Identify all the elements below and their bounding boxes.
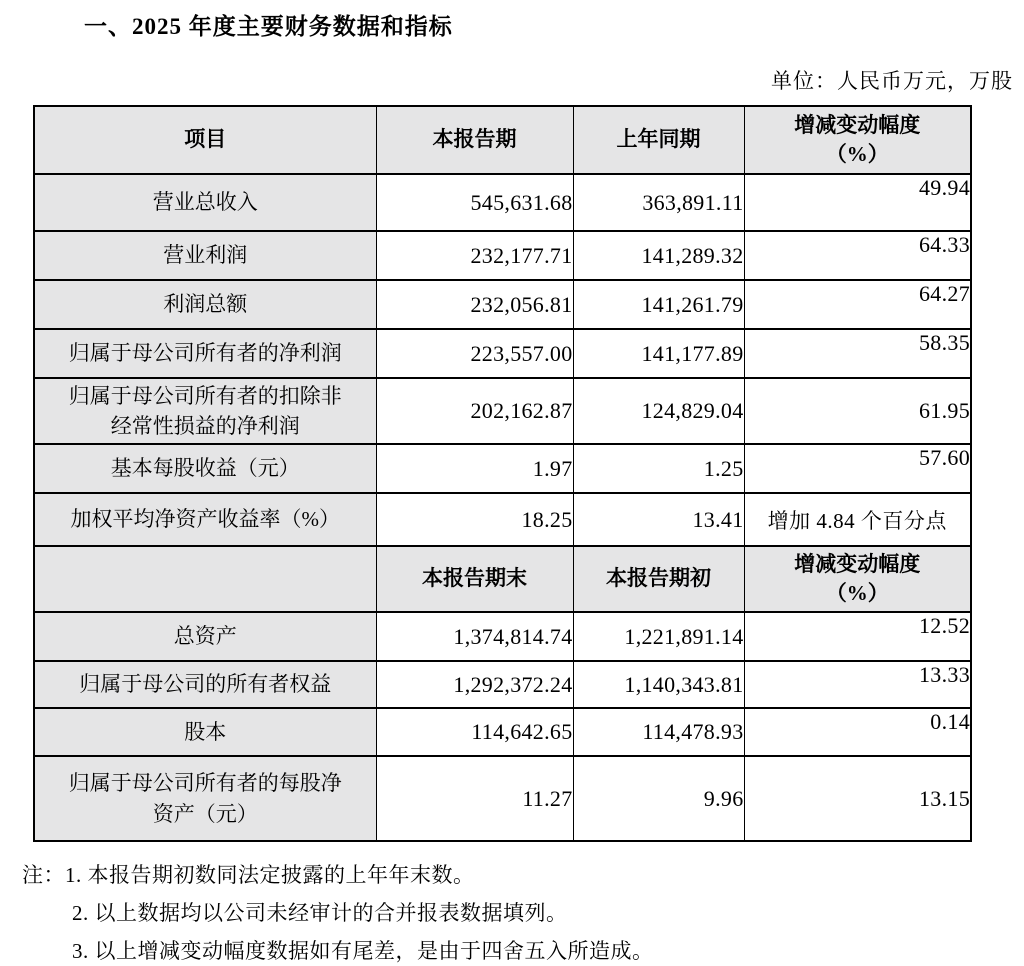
header-period-end: 本报告期末 — [376, 546, 573, 612]
table-row — [34, 444, 971, 493]
header-period-begin: 本报告期初 — [573, 546, 744, 612]
prior-period-cell: 141,177.89 — [573, 329, 744, 378]
change-cell: 增加 4.84 个百分点 — [744, 493, 971, 546]
footnote-2: 2. 以上数据均以公司未经审计的合并报表数据填列。 — [72, 901, 568, 925]
header-item: 项目 — [34, 106, 376, 174]
current-period-cell: 232,056.81 — [376, 280, 573, 329]
table-row — [34, 378, 971, 444]
table-row — [34, 708, 971, 756]
table-row — [34, 280, 971, 329]
row-label-cell: 营业总收入 — [34, 174, 376, 231]
header-change-line1: 增减变动幅度 — [794, 112, 921, 137]
table-row — [34, 756, 971, 841]
prior-period-cell: 1.25 — [573, 444, 744, 493]
change-cell: 57.60 — [744, 444, 971, 493]
table-row — [34, 612, 971, 661]
current-period-cell: 545,631.68 — [376, 174, 573, 231]
prior-period-cell: 13.41 — [573, 493, 744, 546]
prior-period-cell: 363,891.11 — [573, 174, 744, 231]
table-row — [34, 493, 971, 546]
change-cell: 13.33 — [744, 661, 971, 708]
change-cell: 61.95 — [744, 378, 971, 444]
table-row — [34, 329, 971, 378]
header-change-line1: 增减变动幅度 — [794, 551, 921, 576]
prior-period-cell: 141,261.79 — [573, 280, 744, 329]
current-period-cell: 1.97 — [376, 444, 573, 493]
table-row — [34, 174, 971, 231]
current-period-cell: 202,162.87 — [376, 378, 573, 444]
row-label-text: 归属于母公司所有者的每股净资产（元） — [68, 771, 342, 826]
current-period-cell: 18.25 — [376, 493, 573, 546]
change-cell: 12.52 — [744, 612, 971, 661]
report-page — [0, 8, 1024, 966]
change-cell: 64.27 — [744, 280, 971, 329]
footnote-3: 3. 以上增减变动幅度数据如有尾差，是由于四舍五入所造成。 — [72, 939, 654, 963]
period-end-cell: 11.27 — [376, 756, 573, 841]
period-end-cell: 1,374,814.74 — [376, 612, 573, 661]
financial-indicators-table — [33, 105, 972, 842]
page-title: 一、2025 年度主要财务数据和指标 — [84, 14, 453, 39]
period-begin-cell: 1,140,343.81 — [573, 661, 744, 708]
row-label-cell: 营业利润 — [34, 231, 376, 280]
header-spacer-cell — [34, 546, 376, 612]
period-end-cell: 1,292,372.24 — [376, 661, 573, 708]
prior-period-cell: 141,289.32 — [573, 231, 744, 280]
header-change-pct — [744, 106, 971, 174]
period-begin-cell: 1,221,891.14 — [573, 612, 744, 661]
unit-note: 单位：人民币万元，万股 — [771, 69, 1013, 93]
row-label-cell: 利润总额 — [34, 280, 376, 329]
header-prior-period: 上年同期 — [573, 106, 744, 174]
row-label-cell: 归属于母公司的所有者权益 — [34, 661, 376, 708]
row-label-cell: 加权平均净资产收益率（%） — [34, 493, 376, 546]
row-label-cell: 股本 — [34, 708, 376, 756]
change-cell: 49.94 — [744, 174, 971, 231]
row-label-text: 归属于母公司所有者的扣除非经常性损益的净利润 — [68, 383, 342, 438]
section2-header-row — [34, 546, 971, 612]
table-row — [34, 231, 971, 280]
change-cell: 0.14 — [744, 708, 971, 756]
row-label-cell: 基本每股收益（元） — [34, 444, 376, 493]
header-change-line2: （%） — [825, 142, 889, 166]
change-cell: 58.35 — [744, 329, 971, 378]
header-current-period: 本报告期 — [376, 106, 573, 174]
change-cell: 13.15 — [744, 756, 971, 841]
footnote-1: 注：1. 本报告期初数同法定披露的上年年末数。 — [22, 863, 475, 887]
current-period-cell: 223,557.00 — [376, 329, 573, 378]
period-end-cell: 114,642.65 — [376, 708, 573, 756]
footnotes — [22, 856, 1024, 966]
period-begin-cell: 114,478.93 — [573, 708, 744, 756]
header-change-pct — [744, 546, 971, 612]
change-cell: 64.33 — [744, 231, 971, 280]
row-label-cell: 总资产 — [34, 612, 376, 661]
period-begin-cell: 9.96 — [573, 756, 744, 841]
prior-period-cell: 124,829.04 — [573, 378, 744, 444]
section1-header-row — [34, 106, 971, 174]
header-change-line2: （%） — [825, 581, 889, 605]
row-label-cell: 归属于母公司所有者的净利润 — [34, 329, 376, 378]
row-label-cell — [34, 756, 376, 841]
row-label-cell — [34, 378, 376, 444]
table-row — [34, 661, 971, 708]
current-period-cell: 232,177.71 — [376, 231, 573, 280]
